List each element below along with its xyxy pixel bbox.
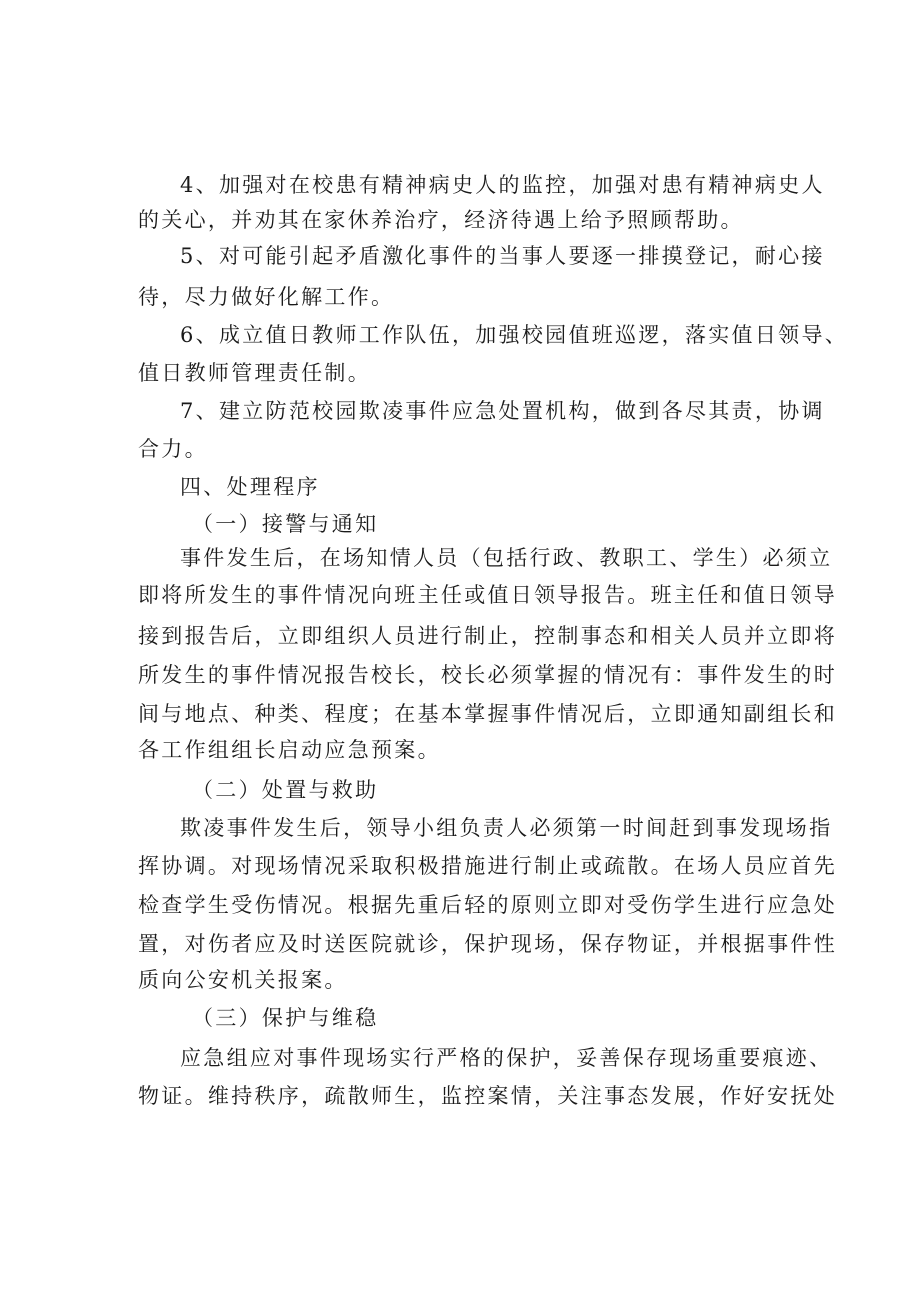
text-line: 待，尽力做好化解工作。 <box>138 285 395 309</box>
text-line: 6、成立值日教师工作队伍，加强校园值班巡逻，落实值日领导、 <box>180 323 849 347</box>
text-line: 合力。 <box>138 437 208 461</box>
text-line: 置，对伤者应及时送医院就诊，保护现场，保存物证，并根据事件性 <box>138 932 837 956</box>
section-heading: 四、处理程序 <box>180 475 320 499</box>
text-line: 所发生的事件情况报告校长，校长必须掌握的情况有：事件发生的时 <box>138 663 837 687</box>
text-line: 即将所发生的事件情况向班主任或值日领导报告。班主任和值日领导 <box>138 583 837 607</box>
subsection-heading: （三）保护与维稳 <box>192 1006 379 1030</box>
text-line: 接到报告后，立即组织人员进行制止，控制事态和相关人员并立即将 <box>138 624 837 648</box>
text-line: 检查学生受伤情况。根据先重后轻的原则立即对受伤学生进行应急处 <box>138 893 837 917</box>
text-line: 的关心，并劝其在家休养治疗，经济待遇上给予照顾帮助。 <box>138 208 744 232</box>
subsection-heading: （一）接警与通知 <box>192 512 379 536</box>
text-line: 值日教师管理责任制。 <box>138 361 371 385</box>
text-line: 欺凌事件发生后，领导小组负责人必须第一时间赶到事发现场指 <box>180 816 833 840</box>
text-line: 物证。维持秩序，疏散师生，监控案情，关注事态发展，作好安抚处 <box>138 1084 837 1108</box>
subsection-heading: （二）处置与救助 <box>192 778 379 802</box>
text-line: 4、加强对在校患有精神病史人的监控，加强对患有精神病史人 <box>180 173 825 197</box>
text-line: 5、对可能引起矛盾激化事件的当事人要逐一排摸登记，耐心接 <box>180 244 825 268</box>
text-line: 挥协调。对现场情况采取积极措施进行制止或疏散。在场人员应首先 <box>138 854 837 878</box>
text-line: 质向公安机关报案。 <box>138 968 348 992</box>
text-line: 7、建立防范校园欺凌事件应急处置机构，做到各尽其责，协调 <box>180 399 825 423</box>
text-line: 间与地点、种类、程度；在基本掌握事件情况后，立即通知副组长和 <box>138 702 837 726</box>
text-line: 应急组应对事件现场实行严格的保护，妥善保存现场重要痕迹、 <box>180 1046 833 1070</box>
text-line: 事件发生后，在场知情人员（包括行政、教职工、学生）必须立 <box>180 546 833 570</box>
text-line: 各工作组组长启动应急预案。 <box>138 738 441 762</box>
